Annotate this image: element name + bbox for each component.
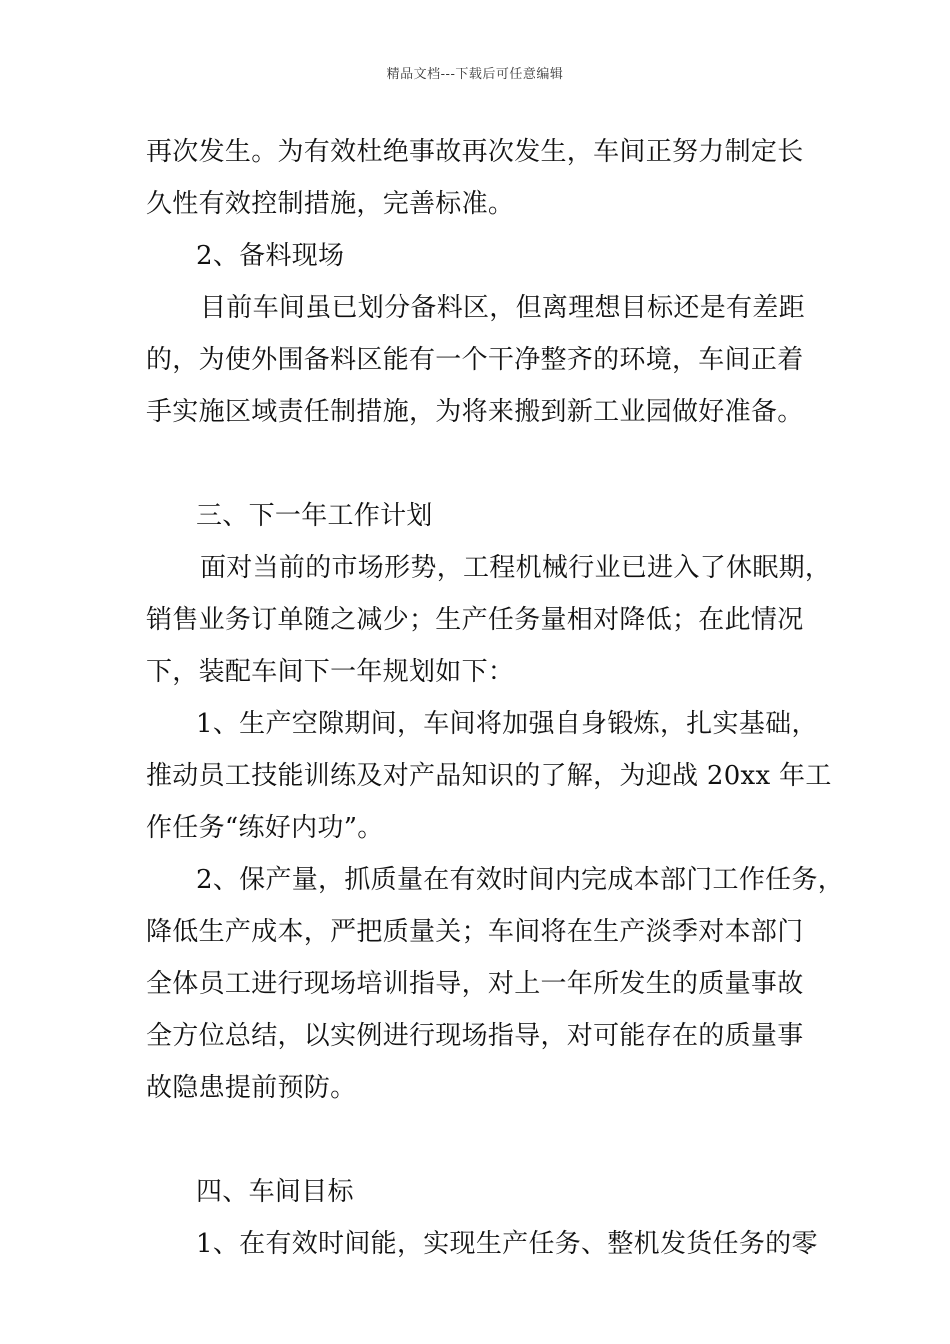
list-item-line: 1、生产空隙期间，车间将加强自身锻炼，扎实基础， xyxy=(196,709,818,739)
section-spacer xyxy=(146,438,826,490)
paragraph-line: 目前车间虽已划分备料区，但离理想目标还是有差距 xyxy=(200,293,805,323)
paragraph-line: 手实施区域责任制措施，为将来搬到新工业园做好准备。 xyxy=(146,397,804,427)
subheading-backup-site: 2、备料现场 xyxy=(196,241,345,271)
paragraph-line: 久性有效控制措施，完善标准。 xyxy=(146,189,515,219)
paragraph-line: 故隐患提前预防。 xyxy=(146,1073,357,1103)
paragraph-line: 推动员工技能训练及对产品知识的了解，为迎战 20xx 年工 xyxy=(146,761,832,791)
paragraph-line: 再次发生。为有效杜绝事故再次发生，车间正努力制定长 xyxy=(146,137,804,167)
paragraph-line: 全体员工进行现场培训指导，对上一年所发生的质量事故 xyxy=(146,969,804,999)
section-heading-next-year-plan: 三、下一年工作计划 xyxy=(196,501,433,531)
paragraph-line: 全方位总结，以实例进行现场指导，对可能存在的质量事 xyxy=(146,1021,804,1051)
section-heading-workshop-goals: 四、车间目标 xyxy=(196,1177,354,1207)
list-item-line: 1、在有效时间能，实现生产任务、整机发货任务的零 xyxy=(196,1229,818,1259)
paragraph-line: 的，为使外围备料区能有一个干净整齐的环境，车间正着 xyxy=(146,345,804,375)
page-header: 精品文档---下载后可任意编辑 xyxy=(386,67,564,82)
paragraph-line: 作任务“练好内功”。 xyxy=(146,813,384,843)
paragraph-line: 面对当前的市场形势，工程机械行业已进入了休眠期， xyxy=(200,553,832,583)
paragraph-line: 销售业务订单随之减少；生产任务量相对降低；在此情况 xyxy=(146,605,804,635)
section-spacer xyxy=(146,1114,826,1166)
paragraph-line: 下，装配车间下一年规划如下： xyxy=(146,657,515,687)
list-item-line: 2、保产量，抓质量在有效时间内完成本部门工作任务， xyxy=(196,865,845,895)
paragraph-line: 降低生产成本，严把质量关；车间将在生产淡季对本部门 xyxy=(146,917,804,947)
document-body xyxy=(146,126,845,1270)
